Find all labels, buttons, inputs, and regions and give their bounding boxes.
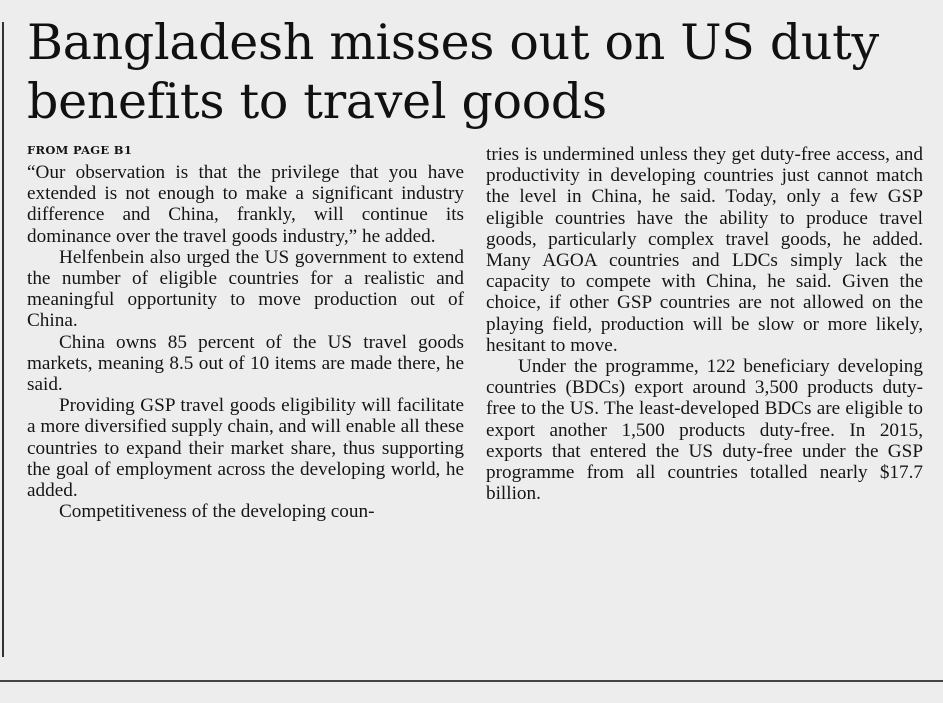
continued-from-label: FROM PAGE B1 <box>27 143 133 157</box>
article-paragraph: “Our observation is that the privilege that you have extended is not enough to make a significant industry difference and China, frankly, will continue its dominance over the travel goods industry,” he added. <box>27 162 464 247</box>
article-paragraph: Competitiveness of the developing coun- <box>59 501 375 523</box>
article-headline: Bangladesh misses out on US duty benefits to travel goods <box>27 14 879 130</box>
article-paragraph: Under the programme, 122 beneficiary developing countries (BDCs) export around 3,500 products duty-free to the US. The least-developed BDCs are eligible to export another 1,500 products duty-free. In 2015, exports that entered the US duty-free under the GSP programme from all countries totalled nearly $17.7 billion. <box>486 356 923 505</box>
article-paragraph: tries is undermined unless they get duty-free access, and productivity in developing countries just cannot match the level in China, he said. Today, only a few GSP eligible countries have the ability to produce travel goods, particularly complex travel goods, he added. Many AGOA countries and LDCs simply lack the capacity to compete with China, he said. Given the choice, if other GSP countries are not allowed on the playing field, production will be slow or more likely, hesitant to move. <box>486 144 923 356</box>
article-paragraph: Helfenbein also urged the US government to extend the number of eligible countries for a realistic and meaningful opportunity to move production out of China. <box>27 246 464 332</box>
article-paragraph: China owns 85 percent of the US travel goods markets, meaning 8.5 out of 10 items are made there, he said. <box>27 331 464 396</box>
article-paragraph: Providing GSP travel goods eligibility will facilitate a more diversified supply chain, and will enable all these countries to expand their market share, thus supporting the goal of employment across the developing world, he added. <box>27 395 464 502</box>
article-column-left <box>27 143 464 522</box>
article-column-right <box>486 144 923 504</box>
page-bottom-rule <box>0 680 943 682</box>
left-column-rule <box>2 22 4 657</box>
